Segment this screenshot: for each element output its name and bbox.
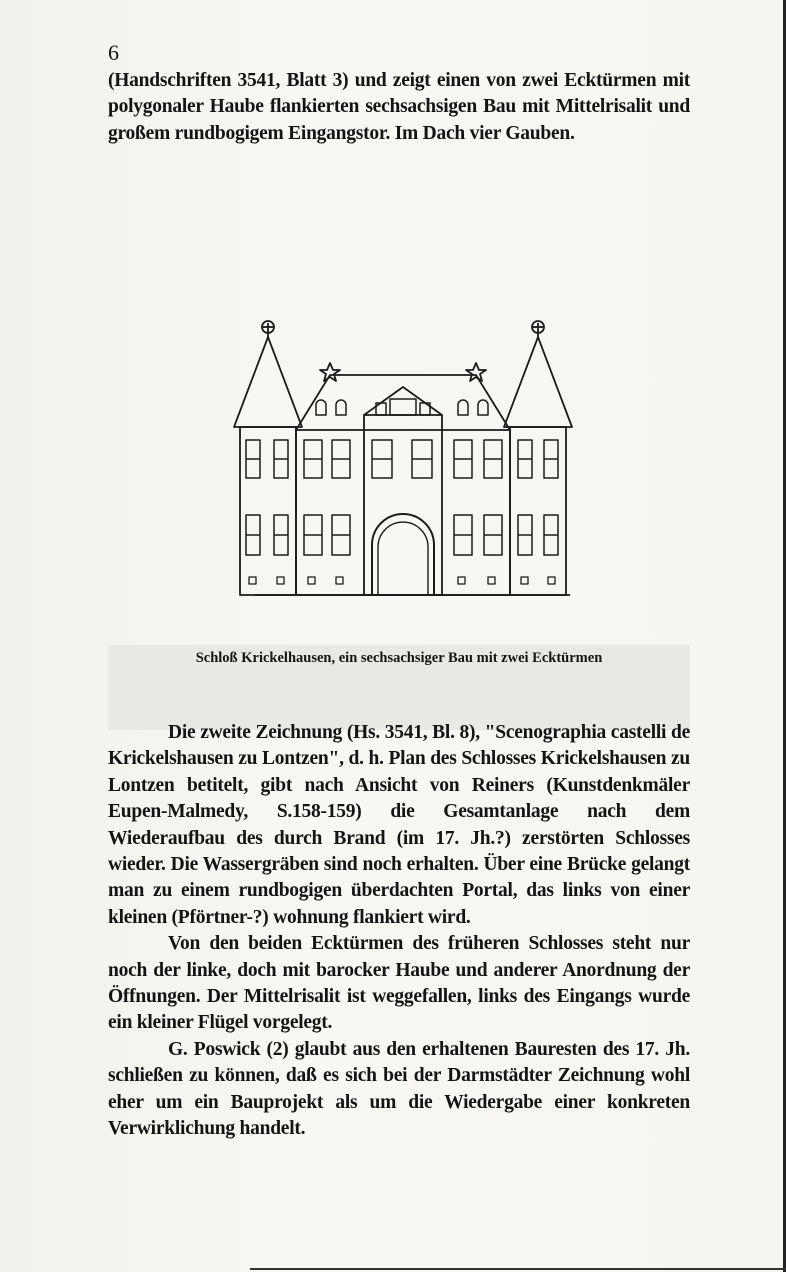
main-text bbox=[108, 720, 690, 1143]
paragraph-top-text: (Handschriften 3541, Blatt 3) und zeigt einen von zwei Ecktürmen mit polygonaler Haube flankierten sechsachsigen Bau mit Mittelrisalit und großem rundbogigem Eingangstor. Im Dach vier Gauben. bbox=[108, 70, 690, 144]
castle-drawing bbox=[230, 315, 600, 600]
paragraph-2: Von den beiden Ecktürmen des früheren Schlosses steht nur noch der linke, doch mit barocker Haube und anderer Anordnung der Öffnungen. Der Mittelrisalit ist weggefallen, links des Eingangs wurde ein kleiner Flügel vorgelegt. bbox=[108, 933, 690, 1034]
figure-caption: Schloß Krickelhausen, ein sechsachsiger Bau mit zwei Ecktürmen bbox=[195, 650, 603, 666]
paragraph-3: G. Poswick (2) glaubt aus den erhaltenen Bauresten des 17. Jh. schließen zu können, daß es sich bei der Darmstädter Zeichnung wohl eher um ein Bauprojekt als um die Wiedergabe einer konkreten Verwirklichung handelt. bbox=[108, 1038, 690, 1140]
paragraph-top bbox=[108, 68, 690, 147]
page-edge-bottom bbox=[250, 1268, 786, 1270]
page-number: 6 bbox=[108, 40, 119, 65]
paragraph-1: Die zweite Zeichnung (Hs. 3541, Bl. 8), "Scenographia castelli de Krickelshausen zu Lontzen", d. h. Plan des Schlosses Krickelshausen zu Lontzen betitelt, gibt nach Ansicht von Reiners (Kunstdenkmäler Eupen-Malmedy, S.158-159) die Gesamtanlage nach dem Wiederaufbau des durch Brand (im 17. Jh.?) zerstörten Schlosses wieder. Die Wassergräben sind noch erhalten. Über eine Brücke gelangt man zu einem rundbogigen überdachten Portal, das links von einer kleinen (Pförtner-?) wohnung flankiert wird. bbox=[108, 722, 690, 928]
